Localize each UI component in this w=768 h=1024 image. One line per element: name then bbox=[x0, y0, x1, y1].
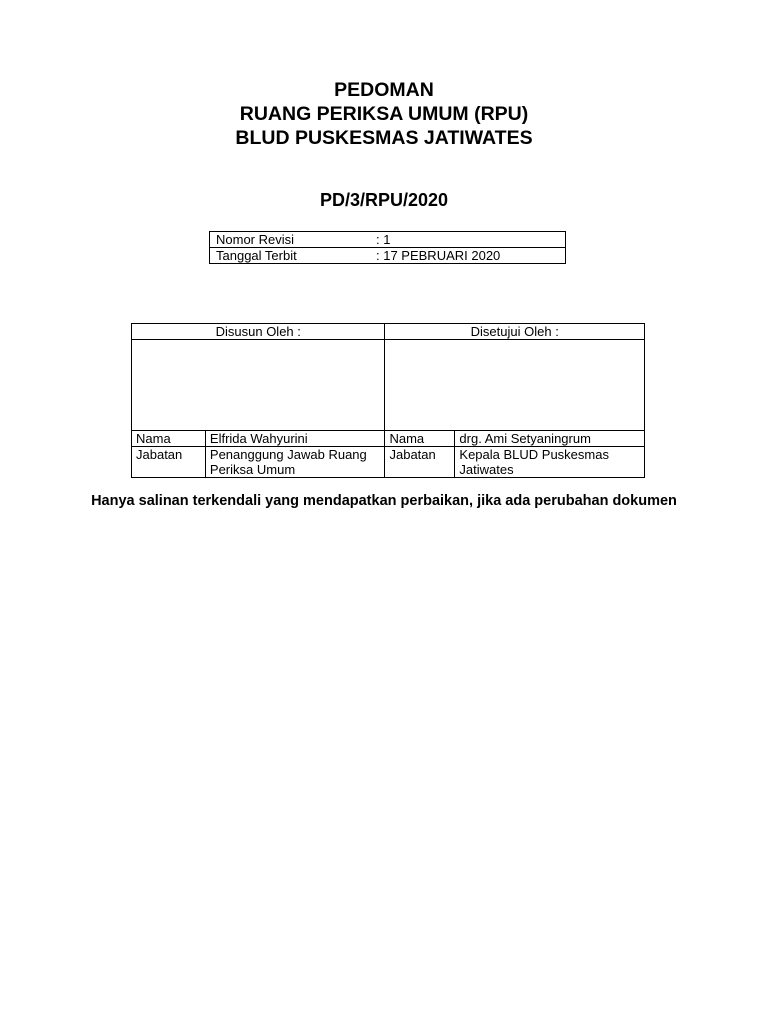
approved-name-label: Nama bbox=[385, 431, 455, 447]
prepared-by-header: Disusun Oleh : bbox=[132, 324, 385, 340]
document-title bbox=[0, 78, 768, 150]
title-line-3: BLUD PUSKESMAS JATIWATES bbox=[235, 127, 533, 149]
approved-by-header: Disetujui Oleh : bbox=[385, 324, 645, 340]
revision-number-label: Nomor Revisi bbox=[210, 232, 371, 248]
prepared-name-label: Nama bbox=[132, 431, 206, 447]
signature-space-row bbox=[132, 340, 645, 431]
approved-by-signature-area bbox=[385, 340, 645, 431]
revision-number-value: : 1 bbox=[370, 232, 566, 248]
controlled-copy-note: Hanya salinan terkendali yang mendapatkan perbaikan, jika ada perubahan dokumen bbox=[91, 493, 677, 509]
prepared-position-label: Jabatan bbox=[132, 447, 206, 478]
signature-name-row bbox=[132, 431, 645, 447]
revision-table bbox=[209, 231, 566, 264]
signature-header-row bbox=[132, 324, 645, 340]
signature-position-row bbox=[132, 447, 645, 478]
title-line-2: RUANG PERIKSA UMUM (RPU) bbox=[239, 103, 529, 125]
issue-date-label: Tanggal Terbit bbox=[210, 248, 371, 264]
prepared-by-signature-area bbox=[132, 340, 385, 431]
revision-row-number bbox=[210, 232, 566, 248]
title-line-1: PEDOMAN bbox=[334, 79, 434, 101]
signature-table bbox=[131, 323, 645, 478]
approved-position-value: Kepala BLUD Puskesmas Jatiwates bbox=[455, 447, 645, 478]
revision-row-date bbox=[210, 248, 566, 264]
document-code: PD/3/RPU/2020 bbox=[319, 190, 449, 210]
prepared-position-value: Penanggung Jawab Ruang Periksa Umum bbox=[205, 447, 385, 478]
approved-position-label: Jabatan bbox=[385, 447, 455, 478]
issue-date-value: : 17 PEBRUARI 2020 bbox=[370, 248, 566, 264]
prepared-name-value: Elfrida Wahyurini bbox=[205, 431, 385, 447]
approved-name-value: drg. Ami Setyaningrum bbox=[455, 431, 645, 447]
